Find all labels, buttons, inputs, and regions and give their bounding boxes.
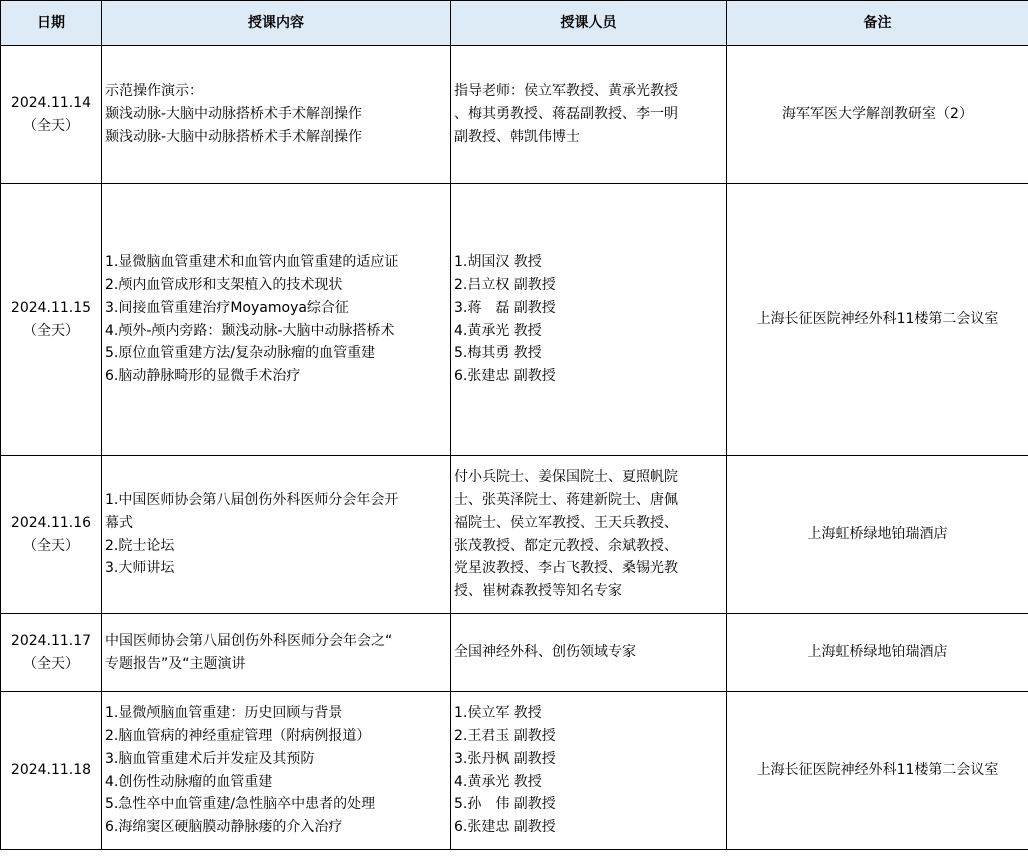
staff-line: 1.侯立军 教授	[454, 705, 542, 722]
content-line: 5.原位血管重建方法/复杂动脉瘤的血管重建	[105, 345, 376, 362]
note-text: 上海虹桥绿地铂瑞酒店	[807, 644, 948, 661]
staff-cell	[451, 614, 727, 692]
staff-cell	[451, 456, 727, 614]
table-row	[1, 184, 1028, 456]
table-row	[1, 692, 1028, 850]
date-cell	[1, 692, 102, 850]
staff-cell	[451, 46, 727, 184]
note-text: 上海长征医院神经外科11楼第二会议室	[756, 762, 999, 779]
date-text: 2024.11.16	[10, 514, 92, 531]
staff-line: 士、张英泽院士、蒋建新院士、唐佩	[454, 491, 678, 508]
day-text: （全天）	[23, 537, 79, 554]
content-line: 6.海绵窦区硬脑膜动静脉瘘的介入治疗	[105, 819, 343, 836]
staff-line: 5.孙 伟 副教授	[454, 796, 556, 813]
day-text: （全天）	[23, 117, 79, 134]
staff-line: 5.梅其勇 教授	[454, 345, 542, 362]
content-line: 2.颅内血管成形和支架植入的技术现状	[105, 276, 343, 293]
content-cell	[102, 456, 451, 614]
date-text: 2024.11.14	[10, 94, 92, 111]
staff-line: 付小兵院士、姜保国院士、夏照帆院	[454, 469, 678, 486]
content-line: 中国医师协会第八届创伤外科医师分会年会之“	[105, 632, 393, 649]
day-text: （全天）	[23, 322, 79, 339]
staff-line: 6.张建忠 副教授	[454, 819, 556, 836]
date-text: 2024.11.15	[10, 299, 92, 316]
note-text: 上海虹桥绿地铂瑞酒店	[807, 526, 948, 543]
content-line: 2.院士论坛	[105, 537, 175, 554]
date-text: 2024.11.18	[10, 762, 92, 779]
staff-cell	[451, 692, 727, 850]
date-cell	[1, 614, 102, 692]
date-cell	[1, 456, 102, 614]
note-cell	[727, 184, 1028, 456]
content-line: 颞浅动脉-大脑中动脉搭桥术手术解剖操作	[105, 106, 363, 123]
header-row	[1, 1, 1028, 46]
content-line: 示范操作演示：	[105, 83, 203, 100]
content-line: 1.显微颅脑血管重建：历史回顾与背景	[105, 705, 343, 722]
content-line: 2.脑血管病的神经重症管理（附病例报道）	[105, 727, 371, 744]
content-cell	[102, 184, 451, 456]
staff-line: 4.黄承光 教授	[454, 773, 542, 790]
date-cell	[1, 184, 102, 456]
staff-line: 福院士、侯立军教授、王天兵教授、	[454, 514, 678, 531]
staff-line: 6.张建忠 副教授	[454, 368, 556, 385]
staff-line: 2.王君玉 副教授	[454, 727, 556, 744]
note-cell	[727, 692, 1028, 850]
content-line: 3.间接血管重建治疗Moyamoya综合征	[105, 299, 349, 316]
content-line: 幕式	[105, 514, 133, 531]
staff-line: 党星波教授、李占飞教授、桑锡光教	[454, 560, 678, 577]
header-date: 日期	[1, 1, 102, 46]
note-cell	[727, 456, 1028, 614]
content-cell	[102, 614, 451, 692]
content-line: 专题报告”及“主题演讲	[105, 655, 246, 672]
content-line: 1.显微脑血管重建术和血管内血管重建的适应证	[105, 254, 399, 271]
staff-line: 张茂教授、都定元教授、余斌教授、	[454, 537, 678, 554]
staff-line: 3.张丹枫 副教授	[454, 750, 556, 767]
note-cell	[727, 46, 1028, 184]
staff-line: 1.胡国汉 教授	[454, 254, 542, 271]
staff-line: 、梅其勇教授、蒋磊副教授、李一明	[454, 106, 678, 123]
content-line: 颞浅动脉-大脑中动脉搭桥术手术解剖操作	[105, 128, 363, 145]
staff-line: 指导老师：侯立军教授、黄承光教授	[454, 83, 678, 100]
staff-line: 3.蒋 磊 副教授	[454, 299, 556, 316]
content-line: 6.脑动静脉畸形的显微手术治疗	[105, 368, 301, 385]
staff-line: 全国神经外科、创伤领域专家	[454, 644, 636, 661]
header-note: 备注	[727, 1, 1028, 46]
staff-line: 副教授、韩凯伟博士	[454, 128, 580, 145]
header-content: 授课内容	[102, 1, 451, 46]
date-text: 2024.11.17	[10, 632, 92, 649]
staff-cell	[451, 184, 727, 456]
content-line: 5.急性卒中血管重建/急性脑卒中患者的处理	[105, 796, 376, 813]
content-line: 3.大师讲坛	[105, 560, 175, 577]
content-line: 4.颅外-颅内旁路：颞浅动脉-大脑中动脉搭桥术	[105, 322, 395, 339]
note-text: 上海长征医院神经外科11楼第二会议室	[756, 311, 999, 328]
content-line: 1.中国医师协会第八届创伤外科医师分会年会开	[105, 491, 399, 508]
table-row	[1, 46, 1028, 184]
content-line: 3.脑血管重建术后并发症及其预防	[105, 750, 315, 767]
content-cell	[102, 692, 451, 850]
note-cell	[727, 614, 1028, 692]
table-row	[1, 614, 1028, 692]
table-row	[1, 456, 1028, 614]
date-cell	[1, 46, 102, 184]
content-line: 4.创伤性动脉瘤的血管重建	[105, 773, 273, 790]
note-text: 海军军医大学解剖教研室（2）	[782, 106, 973, 123]
staff-line: 2.吕立权 副教授	[454, 276, 556, 293]
header-staff: 授课人员	[451, 1, 727, 46]
staff-line: 4.黄承光 教授	[454, 322, 542, 339]
day-text: （全天）	[23, 655, 79, 672]
staff-line: 授、崔树森教授等知名专家	[454, 583, 622, 600]
content-cell	[102, 46, 451, 184]
